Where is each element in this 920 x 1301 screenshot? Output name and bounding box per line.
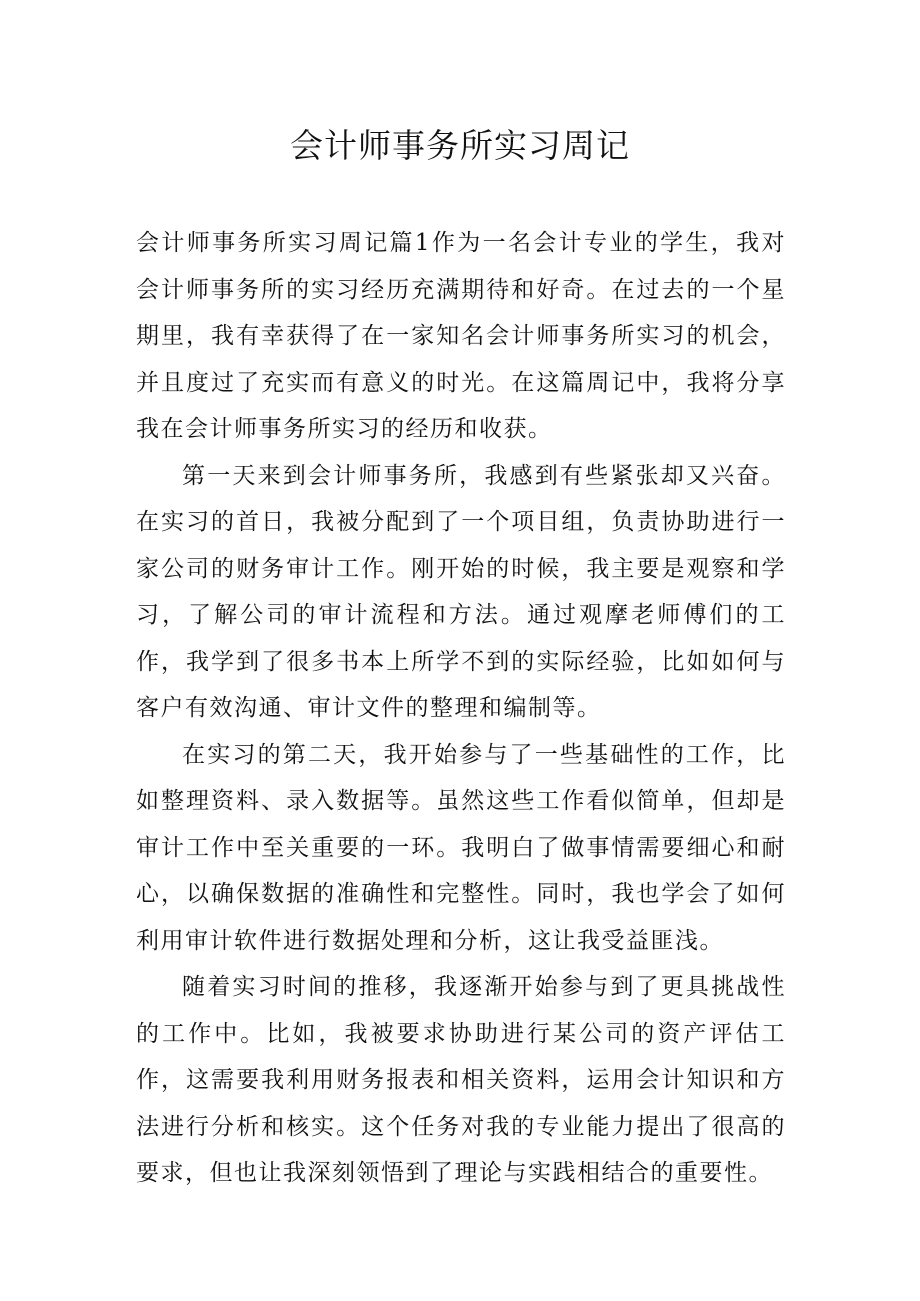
document-title: 会计师事务所实习周记 — [290, 126, 630, 165]
paragraph-2: 第一天来到会计师事务所，我感到有些紧张却又兴奋。在实习的首日，我被分配到了一个项目组，负责协助进行一家公司的财务审计工作。刚开始的时候，我主要是观察和学习，了解公司的审计流程和方法。通过观摩老师傅们的工作，我学到了很多书本上所学不到的实际经验，比如如何与客户有效沟通、审计文件的整理和编制等。 — [136, 462, 786, 721]
paragraph-1: 会计师事务所实习周记篇1作为一名会计专业的学生，我对会计师事务所的实习经历充满期待和好奇。在过去的一个星期里，我有幸获得了在一家知名会计师事务所实习的机会，并且度过了充实而有意义的时光。在这篇周记中，我将分享我在会计师事务所实习的经历和收获。 — [136, 230, 786, 442]
document-body — [136, 220, 786, 1197]
paragraph-3: 在实习的第二天，我开始参与了一些基础性的工作，比如整理资料、录入数据等。虽然这些工作看似简单，但却是审计工作中至关重要的一环。我明白了做事情需要细心和耐心，以确保数据的准确性和完整性。同时，我也学会了如何利用审计软件进行数据处理和分析，这让我受益匪浅。 — [136, 741, 786, 954]
paragraph-4: 随着实习时间的推移，我逐渐开始参与到了更具挑战性的工作中。比如，我被要求协助进行某公司的资产评估工作，这需要我利用财务报表和相关资料，运用会计知识和方法进行分析和核实。这个任务对我的专业能力提出了很高的要求，但也让我深刻领悟到了理论与实践相结合的重要性。 — [136, 974, 786, 1186]
